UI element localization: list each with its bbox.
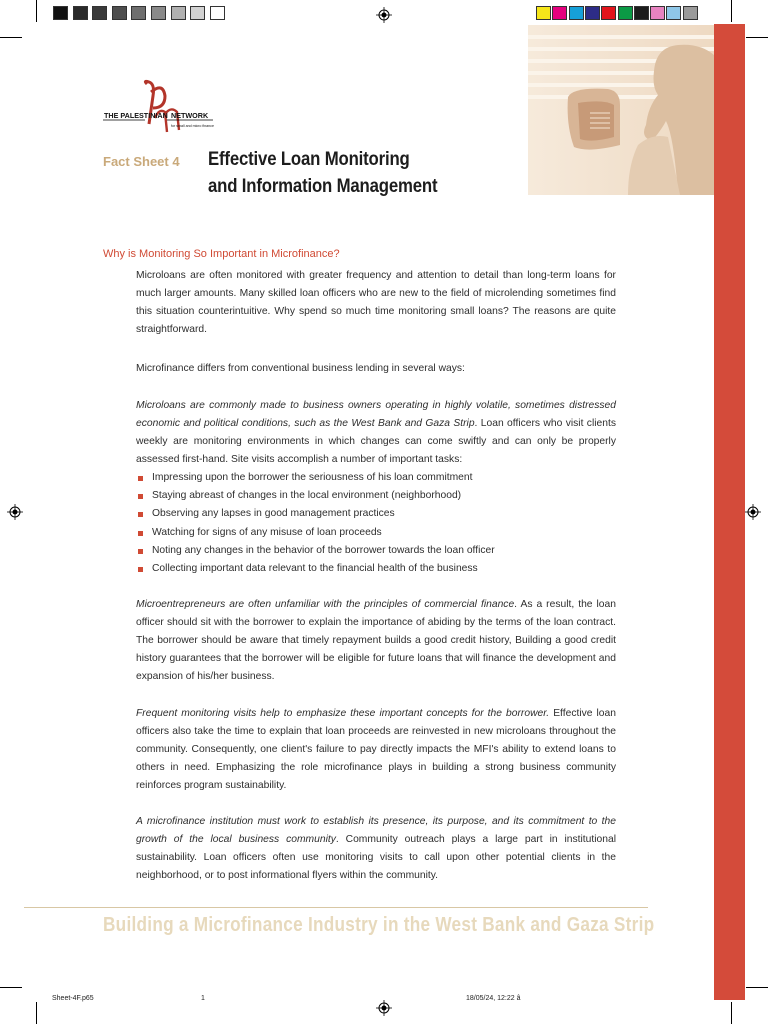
crop-mark xyxy=(746,37,768,38)
fact-sheet-label: Fact Sheet 4 xyxy=(103,154,180,169)
list-item: Impressing upon the borrower the seriousness of his loan commitment xyxy=(136,469,616,487)
bullet-square-icon xyxy=(138,512,143,517)
crop-mark xyxy=(36,1002,37,1024)
crop-mark xyxy=(0,987,22,988)
gray-swatch xyxy=(210,6,225,20)
gray-swatch xyxy=(73,6,88,20)
gray-swatch xyxy=(171,6,186,20)
paragraph-lead: Microloans are commonly made to business owners operating in highly volatile, sometimes distressed economic and political conditions, such as the West Bank and Gaza Strip xyxy=(136,400,616,429)
site-visit-tasks-list xyxy=(136,469,616,578)
registration-mark-icon xyxy=(376,7,392,23)
crop-mark xyxy=(731,0,732,22)
list-item: Watching for signs of any misuse of loan proceeds xyxy=(136,524,616,542)
color-swatch xyxy=(601,6,616,20)
paragraph-lead: Frequent monitoring visits help to emphasize these important concepts for the borrower. xyxy=(136,708,550,719)
color-swatch xyxy=(683,6,698,20)
paragraph-intro: Microloans are often monitored with greater frequency and attention to detail than long-term loans for much larger amounts. Many skilled loan officers who are new to the field of microlending sometimes find this situation counterintuitive. Why spend so much time monitoring small loans? The reasons are quite straightforward. xyxy=(136,270,616,335)
bullet-square-icon xyxy=(138,549,143,554)
logo-left-text: THE PALESTINIAN xyxy=(104,111,168,120)
paragraph-frequent-monitoring xyxy=(136,705,616,795)
paragraph-rest: Effective loan officers also take the time to explain that loan proceeds are reinvested in new microloans throughout the community. Consequently, one client's failure to pay directly impacts the MFI's ability to extend loans to others in need. Emphasizing the role microfinance plays in building a strong business community reinforces program sustainability. xyxy=(136,708,616,791)
logo-sub-text: for small and micro finance xyxy=(171,124,214,128)
gray-swatch xyxy=(151,6,166,20)
slug-page-number: 1 xyxy=(201,995,205,1002)
paragraph-lead: A microfinance institution must work to establish its presence, its purpose, and its commitment to the growth of the local business community xyxy=(136,816,616,845)
color-swatch xyxy=(569,6,584,20)
color-swatch xyxy=(552,6,567,20)
paragraph-volatile-conditions xyxy=(136,397,616,469)
gray-swatch xyxy=(131,6,146,20)
list-item: Staying abreast of changes in the local environment (neighborhood) xyxy=(136,487,616,505)
paragraph-commercial-finance xyxy=(136,596,616,686)
bullet-square-icon xyxy=(138,567,143,572)
slug-timestamp: 18/05/24, 12:22 â xyxy=(466,995,521,1002)
color-swatch xyxy=(650,6,665,20)
section-heading: Why is Monitoring So Important in Microfinance? xyxy=(103,248,340,260)
title-line-1: Effective Loan Monitoring xyxy=(208,148,410,170)
registration-mark-icon xyxy=(376,1000,392,1016)
logo-right-text: NETWORK xyxy=(171,111,209,120)
crop-mark xyxy=(746,987,768,988)
slug-filename: Sheet-4F.p65 xyxy=(52,995,94,1002)
crop-mark xyxy=(0,37,22,38)
paragraph-rest: . As a result, the loan officer should sit with the borrower to explain the importance of abiding by the terms of the loan contract. The borrower should be aware that timely repayment builds a good credit history, Building a good credit history guarantees that the borrower will be eligible for future loans that will finance the development and expansion of his/her business. xyxy=(136,599,616,682)
paragraph-differences: Microfinance differs from conventional business lending in several ways: xyxy=(136,363,465,374)
color-swatch xyxy=(666,6,681,20)
color-swatch xyxy=(618,6,633,20)
gray-swatch xyxy=(53,6,68,20)
bullet-square-icon xyxy=(138,476,143,481)
crop-mark xyxy=(731,1002,732,1024)
list-item: Observing any lapses in good management practices xyxy=(136,505,616,523)
paragraph-community-presence xyxy=(136,813,616,885)
footer-title: Building a Microfinance Industry in the West Bank and Gaza Strip xyxy=(103,914,655,936)
color-swatch xyxy=(536,6,551,20)
side-accent-band xyxy=(714,24,745,1000)
paragraph-rest: . Community outreach plays a large part in institutional sustainability. Loan officers often use monitoring visits to call upon other potential clients in the neighborhood, or to post informational flyers within the community. xyxy=(136,834,616,881)
registration-mark-icon xyxy=(745,504,761,520)
bullet-square-icon xyxy=(138,494,143,499)
title-line-2: and Information Management xyxy=(208,175,438,197)
crop-mark xyxy=(36,0,37,22)
page-title xyxy=(208,146,466,200)
gray-swatch xyxy=(190,6,205,20)
paragraph-rest: . Loan officers who visit clients weekly are monitoring environments in which changes can come swiftly and can only be properly assessed first-hand. Site visits accomplish a number of important tasks: xyxy=(136,418,616,465)
palestinian-network-logo xyxy=(103,78,215,134)
paragraph-lead: Microentrepreneurs are often unfamiliar with the principles of commercial finance xyxy=(136,599,515,610)
gray-swatch xyxy=(112,6,127,20)
footer-divider xyxy=(24,907,648,908)
list-item: Noting any changes in the behavior of the borrower towards the loan officer xyxy=(136,542,616,560)
color-swatch xyxy=(585,6,600,20)
registration-mark-icon xyxy=(7,504,23,520)
color-swatch xyxy=(634,6,649,20)
gray-swatch xyxy=(92,6,107,20)
header-photo xyxy=(528,25,714,195)
list-item: Collecting important data relevant to the financial health of the business xyxy=(136,560,616,578)
bullet-square-icon xyxy=(138,531,143,536)
